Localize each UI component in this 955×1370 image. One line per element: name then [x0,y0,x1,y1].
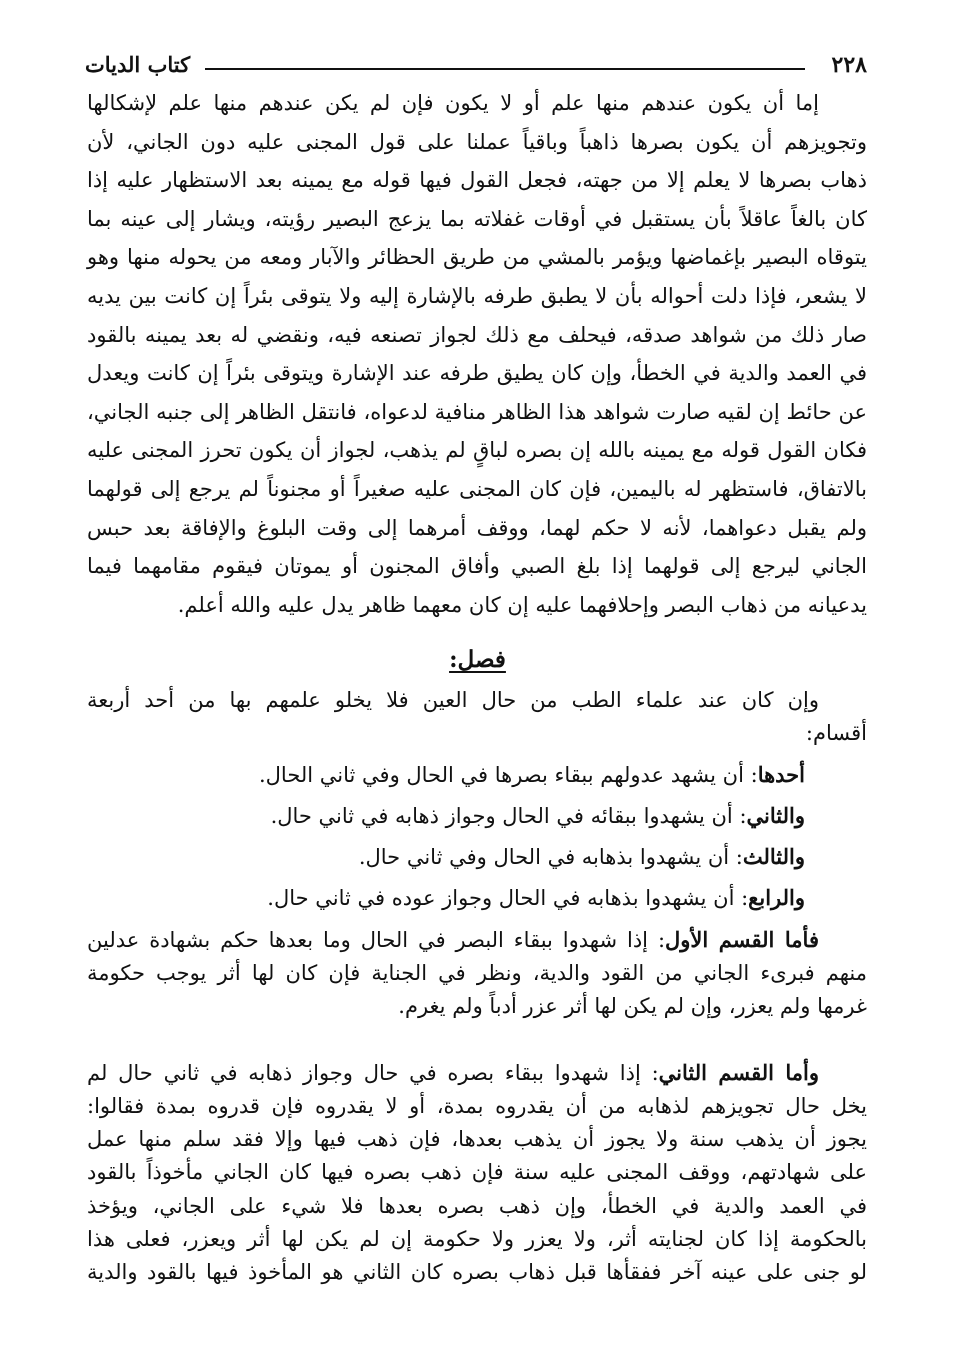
text-line: وتجويزهم أن يكون بصرها ذاهباً وباقياً عملنا على قول المجنى عليه دون الجاني، لأن [87,129,867,154]
text-line: منهم فبرىء الجاني من القود والدية، ونظر في الجناية فإن كان لها أثر يوجب حكومة [87,961,867,986]
text-line: يدعيانه من ذهاب البصر وإحلافهما عليه إن كان معهما ظاهر يدل عليه والله أعلم. [177,592,867,617]
text-line: لو جنى على عينه آخر ففقأها قبل ذهاب بصره كان الثاني هو المأخوذ فيها بالقود والدية [87,1260,867,1284]
text-line: يجوز أن يذهب سنة ولا يجوز أن يذهب بعدها، فإن ذهب فيها وإلا فقد سلم منها عمل [87,1127,867,1152]
item-label: والثاني [746,803,805,828]
text-line: عن حائط إن لقيه صارت شواهد هذا الظاهر منافية لدعواه، فانتقل الظاهر إلى جنبه الجاني، [87,399,867,424]
text-line: بالحكومة إذا كان لجنايته أثر، ولا يعزر ولا حكومة إن لم يكن لها أثر ويعزر، فعلى هذا [87,1226,867,1251]
section-heading-text: فصل: [449,646,506,673]
text-line: في العمد والدية في الخطأ، وإن ذهب بصره بعدها فلا شيء على الجاني، ويؤخذ [87,1193,867,1218]
text-line: بالاتفاق، فاستظهر له باليمين، فإن كان المجنى عليه صغيراً أو مجنوناً لم يرجع إلى قولهما [87,477,867,501]
text-line: ولم يقبل دعواهما، لأنه لا حكم لهما، ووقف أمرهما إلى وقت البلوغ والإفاقة بعد حبس [87,515,867,540]
text-line: ذهاب بصرها لا يعلم إلا من جهته، فجعل القول فيها قوله مع يمينه بعد الاستظهار عليه إذا [87,168,867,193]
item-text: : أن يشهدوا بذهابه في الحال وجواز عوده في ثاني حال. [267,886,749,910]
list-item [359,840,805,874]
text-line: أقسام: [805,721,867,745]
division-label: فأما القسم الأول [665,927,819,952]
division-text: : إذا شهدوا ببقاء البصر في الحال وما بعدها حكم بشهادة عدلين [87,928,666,952]
text-line: لا يشعر، فإذا دلت أحواله بأن لا يطبق طرفه بالإشارة إليه ولا يتوقى بئراً إن كانت بين يديه [87,284,867,308]
item-text: : أن يشهدوا ببقائه في الحال وجواز ذهابه في ثاني حال. [270,804,747,828]
text-line: في العمد والدية في الخطأ، وإن كان يطيق طرفه عند الإشارة ويتوقى بئراً إن كانت ويعدل [87,361,867,386]
division-label: وأما القسم الثاني [658,1059,819,1085]
text-line: غرمها ولم يعزر، وإن لم يكن لها أثر عزر أدباً ولم يغرم. [398,994,867,1019]
list-item [259,758,805,792]
text-line: وإن كان عند علماء الطب من حال العين فلا يخلو علمهم بها من أحد أربعة [87,688,819,712]
text-line: الجاني ليرجع إلى قولهما إذا بلغ الصبي وأفاق المجنون أو يموتان فيقوم مقامهما فيما [87,554,867,579]
item-label: أحدها [757,762,805,787]
text-line: فكان القول قوله مع يمينه بالله إن بصره لباقٍ لم يذهب، لجواز أن يكون تحرز المجنى عليه [87,438,867,463]
text-line: إما أن يكون عندهم منها علم أو لا يكون فإن لم يكن عندهم منها علم لإشكالها [87,91,819,115]
header-rule [205,68,805,70]
text-line: كان بالغاً عاقلاً بأن يستقبل في أوقات غفلاته بما يزعج البصير رؤيته، ويشار إلى عينه بما [87,206,867,231]
text-line: على شهادتهم، ووقف المجنى عليه سنة فإن ذهب بصره فيها كان الجاني مأخوذاً بالقود [87,1160,867,1185]
list-item [267,881,805,915]
text-line: يخل حال تجويزهم لذهابه من أن يقدروه بمدة، أو لا يقدروه فإن قدروه بمدة فقالوا: [87,1094,867,1118]
item-label: والرابع [748,885,805,910]
division-text: : إذا شهدوا ببقاء بصره في حال وجواز ذهابه في ثاني حال لم [87,1060,659,1085]
text-line: يتوقاه البصير بإغماضها ويؤمر بالمشي من طريق الحظائر والآبار ومعه من يحوله منها وهو [87,245,867,270]
book-title: كتاب الديات [85,52,191,77]
page-number: ٢٢٨ [831,52,867,78]
section-heading [0,643,955,677]
item-label: والثالث [742,844,805,869]
item-text: : أن يشهدوا بذهابه في الحال وفي ثاني حال. [358,845,743,869]
item-text: : أن يشهد عدولهم ببقاء بصرها في الحال وفي ثاني الحال. [258,763,758,787]
text-line: صار ذلك من شواهد صدقه، فيحلف مع ذلك لجواز تصنعه فيه، ونقضي له بعد يمينه بالقود [87,322,867,347]
text-line [87,1056,867,1090]
text-line [87,923,867,957]
list-item [271,799,805,833]
